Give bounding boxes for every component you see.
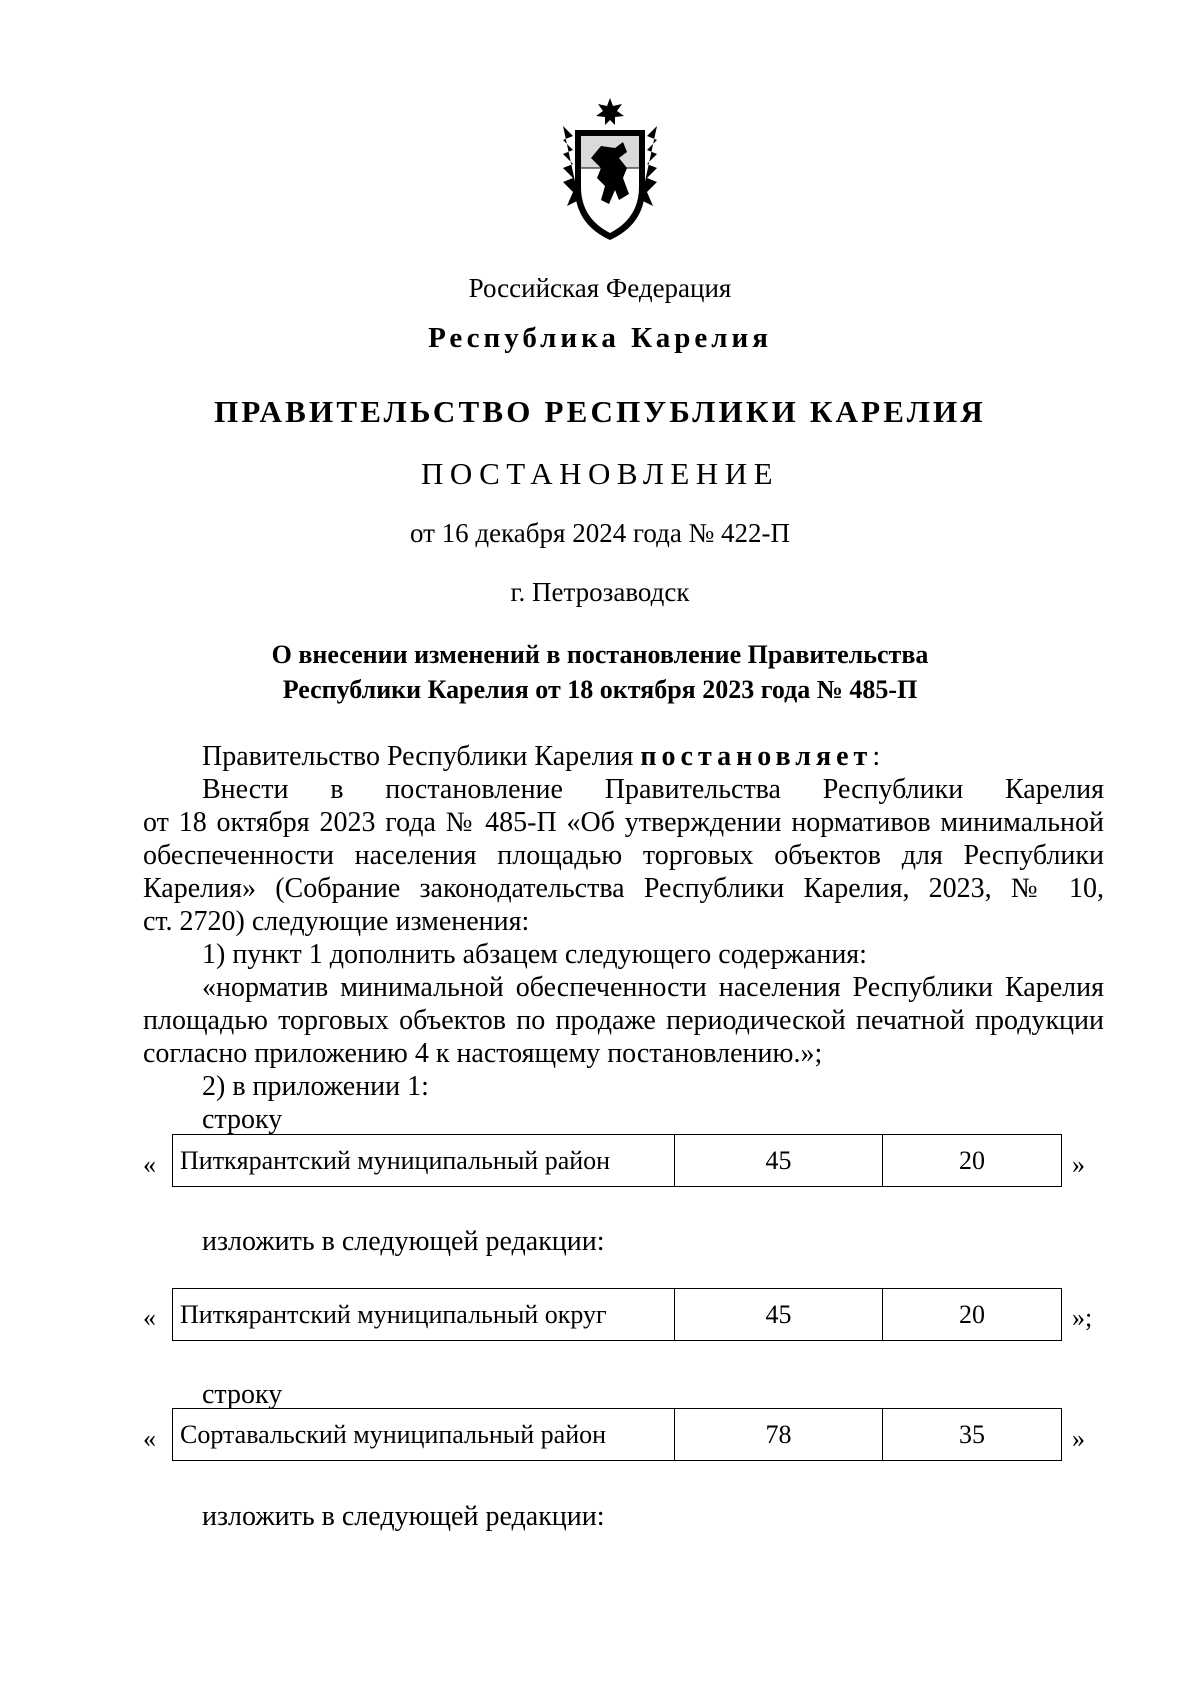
intro-prefix: Правительство Республики Карелия [202, 741, 641, 772]
p1-line-5: ст. 2720) следующие изменения: [143, 906, 530, 937]
table-3-value-1: 78 [675, 1409, 883, 1460]
paragraph-1 [143, 773, 1104, 1136]
country-name: Российская Федерация [468, 273, 732, 303]
intro-suffix: : [872, 741, 881, 772]
quote-line-2: площадью торговых объектов по продаже периодической печатной продукции [143, 1005, 1104, 1036]
quote-close-3: » [1072, 1424, 1085, 1453]
replace-text-1: изложить в следующей редакции: [202, 1226, 605, 1257]
subject-line-2: Республики Карелия от 18 октября 2023 года № 485-П [282, 675, 918, 704]
subject-line-1: О внесении изменений в постановление Правительства [271, 640, 929, 669]
quote-close-1: » [1072, 1150, 1085, 1179]
replace-text-2: изложить в следующей редакции: [202, 1501, 605, 1532]
p1-line-4: Карелия» (Собрание законодательства Республики Карелия, 2023, № 10, [143, 873, 1104, 904]
document-date-number: от 16 декабря 2024 года № 422-П [409, 518, 791, 548]
item-1: 1) пункт 1 дополнить абзацем следующего содержания: [202, 939, 867, 970]
replace-text-1-block [143, 1225, 1104, 1258]
table-2-value-2: 20 [959, 1299, 985, 1329]
p1-line-3: обеспеченности населения площадью торговых объектов для Республики [143, 840, 1104, 871]
table-1-value-1: 45 [675, 1135, 883, 1186]
quote-open-1: « [143, 1150, 156, 1179]
quote-line-3: согласно приложению 4 к настоящему постановлению.»; [143, 1038, 823, 1069]
quote-line-1: «норматив минимальной обеспеченности населения Республики Карелия [202, 972, 1104, 1003]
table-row-1 [172, 1134, 1062, 1187]
coat-of-arms-emblem [557, 96, 663, 244]
government-name: ПРАВИТЕЛЬСТВО РЕСПУБЛИКИ КАРЕЛИЯ [214, 394, 986, 429]
item-2: 2) в приложении 1: [202, 1071, 429, 1102]
row-word-2: строку [202, 1379, 283, 1410]
quote-open-2: « [143, 1303, 156, 1332]
table-3-name: Сортавальский муниципальный район [173, 1409, 675, 1460]
row-word-2-block [143, 1378, 1104, 1411]
table-3-value-2: 35 [959, 1419, 985, 1449]
replace-text-2-block [143, 1500, 1104, 1533]
intro-verb: постановляет [640, 741, 873, 772]
table-row-3 [172, 1408, 1062, 1461]
table-1-name: Питкярантский муниципальный район [173, 1135, 675, 1186]
table-1-value-2: 20 [959, 1145, 985, 1175]
row-word-1: строку [202, 1104, 283, 1135]
p1-line-1: Внести в постановление Правительства Республики Карелия [202, 774, 1104, 805]
quote-open-3: « [143, 1424, 156, 1453]
p1-line-2: от 18 октября 2023 года № 485-П «Об утверждении нормативов минимальной [143, 807, 1104, 838]
table-2-value-1: 45 [675, 1289, 883, 1340]
table-2-name: Питкярантский муниципальный округ [173, 1289, 675, 1340]
document-city: г. Петрозаводск [510, 577, 690, 607]
intro-paragraph [143, 740, 1104, 773]
document-type: ПОСТАНОВЛЕНИЕ [420, 456, 780, 491]
quote-close-2: »; [1072, 1303, 1093, 1332]
table-row-2 [172, 1288, 1062, 1341]
republic-name: Республика Карелия [428, 322, 772, 354]
